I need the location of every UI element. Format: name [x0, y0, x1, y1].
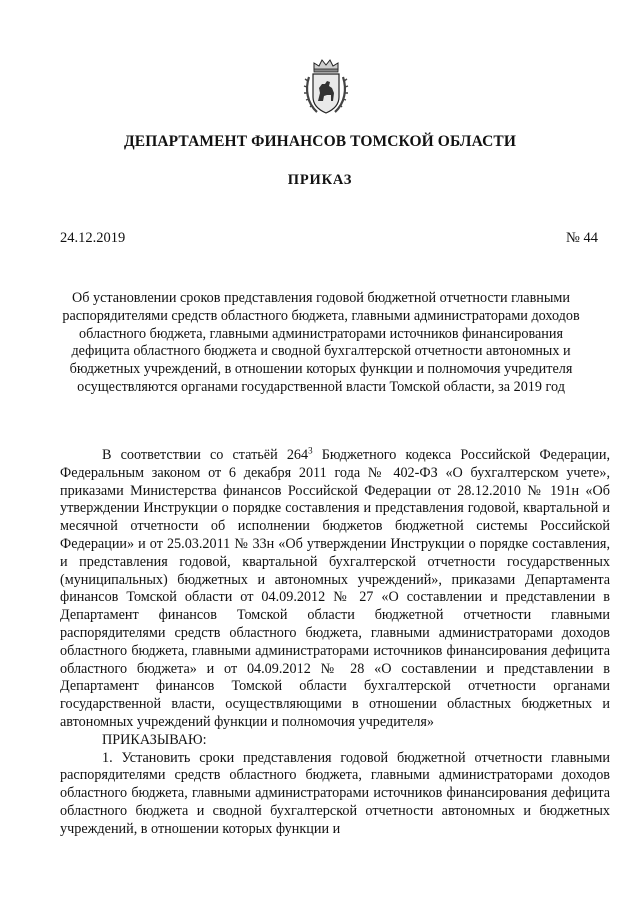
document-type: ПРИКАЗ: [287, 172, 353, 188]
preamble-paragraph: [60, 447, 610, 732]
order-number: № 44: [566, 230, 598, 246]
order-subject: Об установлении сроков представления годовой бюджетной отчетности главными распорядителями средств областного бюджета, главными администраторами доходов областного бюджета, главными администраторами источников финансирования дефицита областного бюджета и сводной бухгалтерской отчетности автономных и бюджетных учреждений, в отношении которых функции и полномочия учредителя осуществляются органами государственной власти Томской области, за 2019 год: [62, 290, 580, 395]
order-date: 24.12.2019: [60, 230, 126, 246]
order-body: [60, 447, 610, 839]
preamble-text-start: В соответствии со статьёй 264: [102, 447, 309, 463]
orders-heading: ПРИКАЗЫВАЮ:: [102, 731, 207, 748]
article-superscript: 3: [308, 445, 313, 456]
preamble-text-rest: Бюджетного кодекса Российской Федерации, Федеральным законом от 6 декабря 2011 года № 402-ФЗ «О бухгалтерском учете», приказами Министерства финансов Российской Федерации от 28.12.2010 № 191н «Об утверждении Инструкции о порядке составления и представления годовой, квартальной и месячной отчетности об исполнении бюджетов бюджетной системы Российской Федерации» и от 25.03.2011 № 33н «Об утверждении Инструкции о порядке составления, и представления годовой, квартальной бухгалтерской отчетности государственных (муниципальных) бюджетных и автономных учреждений», приказами Департамента финансов Томской области от 04.09.2012 № 27 «О составлении и представлении в Департамент финансов Томской области бюджетной отчетности главными распорядителями средств областного бюджета, главными администраторами доходов областного бюджета, главными администраторами источников финансирования дефицита областного бюджета» и от 04.09.2012 № 28 «О составлении и представлении в Департамент финансов Томской области бухгалтерской отчетности органами государственной власти, осуществляющими в отношении областных бюджетных и автономных учреждений функции и полномочия учредителя»: [60, 447, 610, 730]
tomsk-coat-of-arms-icon: [303, 57, 349, 117]
department-title: ДЕПАРТАМЕНТ ФИНАНСОВ ТОМСКОЙ ОБЛАСТИ: [124, 133, 516, 150]
order-item-1: 1. Установить сроки представления годовой бюджетной отчетности главными распорядителями средств областного бюджета, главными администраторами доходов областного бюджета, главными администраторами источников финансирования дефицита областного бюджета и сводной бухгалтерской отчетности автономных и бюджетных учреждений, в отношении которых функции и: [60, 749, 610, 837]
